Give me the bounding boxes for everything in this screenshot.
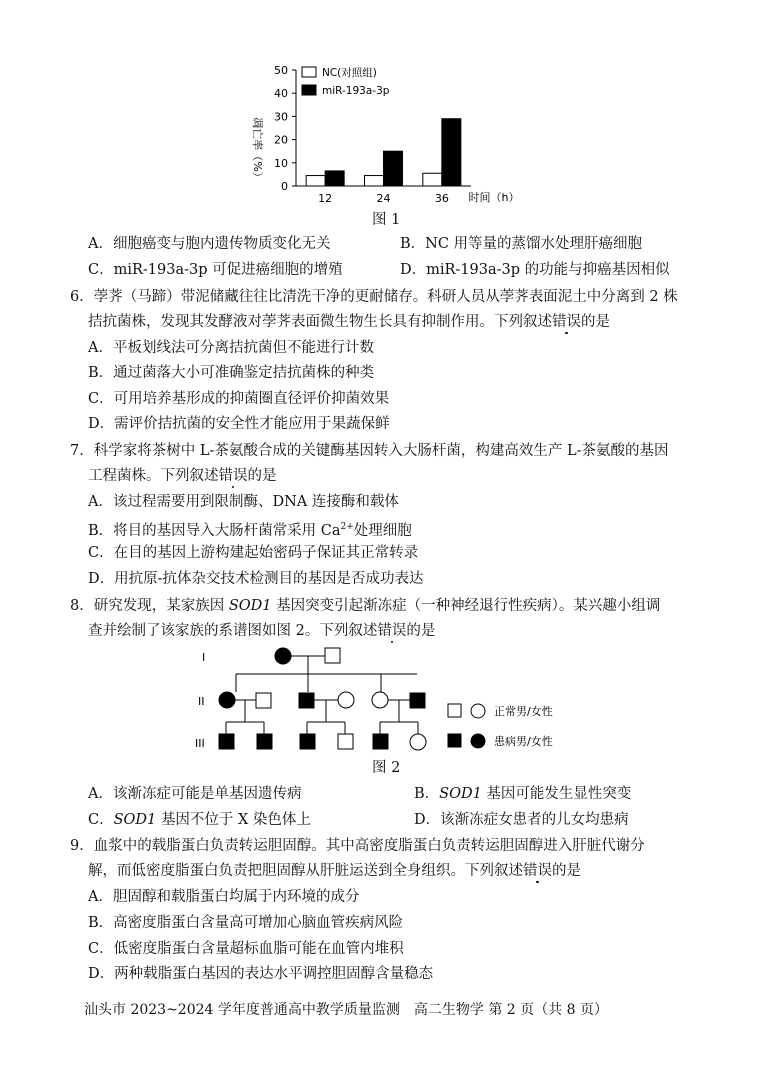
pedigree-III-1-affected-male <box>219 734 234 749</box>
q6-stem-line1: 6．荸荠（马蹄）带泥储藏往往比清洗干净的更耐储存。科研人员从荸荠表面泥土中分离到 2 株 <box>70 289 678 305</box>
q7-option-b: B．将目的基因导入大肠杆菌常采用 $Ca^{2+}$处理细胞 <box>88 522 412 539</box>
q9-option-b: B．高密度脂蛋白含量高可增加心脑血管疾病风险 <box>88 915 404 931</box>
q9-emphasis: 错误 <box>523 863 552 879</box>
pedigree-II-4-normal-female <box>338 692 354 708</box>
pedigree-III-2-affected-male <box>257 734 272 749</box>
pedigree-II-2-normal-male <box>256 693 271 708</box>
page-footer: 汕头市 2023~2024 学年度普通高中教学质量监测 高二生物学 第 2 页（共 8 页） <box>84 1002 608 1018</box>
pedigree-III-4-normal-male <box>338 734 353 749</box>
y-tick-label: 0 <box>281 180 288 193</box>
legend-affected-label: 患病男/女性 <box>494 735 553 748</box>
pedigree-III-5-affected-male <box>373 734 388 749</box>
legend-normal-female-symbol <box>471 704 485 718</box>
q8-stem-line2: 查并绘制了该家族的系谱图如图 2。下列叙述错误的是 <box>88 623 436 639</box>
legend-affected-female-symbol <box>471 734 485 748</box>
generation-label-III: III <box>195 737 205 750</box>
q8-option-c: C．SOD1 基因不位于 X 染色体上 <box>88 812 311 828</box>
q6-option-b: B．通过菌落大小可准确鉴定拮抗菌株的种类 <box>88 365 375 381</box>
bar-mir-24h <box>384 151 403 186</box>
pedigree-II-1-affected-female <box>219 692 235 708</box>
legend-normal-male-symbol <box>448 704 461 717</box>
figure1-chart <box>240 58 540 208</box>
y-tick-label: 20 <box>274 133 288 147</box>
x-tick-label: 12 <box>318 192 333 205</box>
legend-swatch-nc <box>302 67 316 77</box>
legend-label-mir: miR-193a-3p <box>322 85 390 97</box>
x-tick-label: 24 <box>376 192 391 205</box>
q7-stem-line1: 7．科学家将茶树中 L-茶氨酸合成的关键酶基因转入大肠杆菌，构建高效生产 L-茶氨酸的基因 <box>70 443 669 459</box>
q9-stem-line2: 解，而低密度脂蛋白负责把胆固醇从肝脏运送到全身组织。下列叙述错误的是 <box>88 863 581 879</box>
bar-nc-12h <box>306 176 325 186</box>
q8-gene-name: SOD1 <box>228 598 272 614</box>
figure1-x-axis-label: 时间（h） <box>468 191 520 204</box>
y-tick-label: 10 <box>274 156 288 170</box>
legend-label-nc: NC(对照组) <box>322 67 377 79</box>
figure2-caption: 图 2 <box>372 760 401 776</box>
q8-option-a: A．该渐冻症可能是单基因遗传病 <box>88 786 302 802</box>
q7-stem-tail: 的是 <box>247 468 277 484</box>
legend-normal-label: 正常男/女性 <box>494 705 553 718</box>
q6-stem-text: 拮抗菌株，发现其发酵液对荸荠表面微生物生长具有抑制作用。下列叙述 <box>88 314 552 330</box>
q6-stem-line2 <box>88 312 610 332</box>
q6-option-a: A．平板划线法可分离拮抗菌但不能进行计数 <box>88 340 374 356</box>
q9-option-a: A．胆固醇和载脂蛋白均属于内环境的成分 <box>88 889 360 905</box>
q7-superscript: 2+ <box>340 522 354 532</box>
q9-stem-line1: 9．血浆中的载脂蛋白负责转运胆固醇。其中高密度脂蛋白负责转运胆固醇进入肝脏代谢分 <box>70 838 645 854</box>
pedigree-I-1-affected-female <box>275 648 291 664</box>
q7-option-d: D．用抗原-抗体杂交技术检测目的基因是否成功表达 <box>88 571 424 587</box>
q5-option-c: C．miR-193a-3p 可促进癌细胞的增殖 <box>88 262 343 278</box>
q6-emphasis: 错误 <box>552 314 581 330</box>
pedigree-III-6-normal-female <box>410 734 426 750</box>
q8-emphasis: 错误 <box>377 623 407 639</box>
bar-mir-12h <box>325 171 344 186</box>
q7-stem-line2 <box>88 466 277 486</box>
generation-label-II: II <box>198 695 205 708</box>
q5-option-a: A．细胞癌变与胞内遗传物质变化无关 <box>88 236 331 252</box>
q6-option-d: D．需评价拮抗菌的安全性才能应用于果蔬保鲜 <box>88 416 390 432</box>
q7-option-a: A．该过程需要用到限制酶、DNA 连接酶和载体 <box>88 494 399 510</box>
pedigree-II-6-affected-male <box>410 693 425 708</box>
pedigree-II-5-normal-female <box>372 692 388 708</box>
legend-swatch-mir <box>302 85 316 95</box>
q5-option-d: D．miR-193a-3p 的功能与抑癌基因相似 <box>400 262 670 278</box>
bar-mir-36h <box>442 119 461 186</box>
q7-option-c: C．在目的基因上游构建起始密码子保证其正常转录 <box>88 545 419 561</box>
q6-stem-tail: 的是 <box>581 314 610 330</box>
pedigree-I-2-normal-male <box>325 648 340 663</box>
legend-affected-male-symbol <box>448 734 461 747</box>
q7-stem-text: 工程菌株。下列叙述 <box>88 468 219 484</box>
q9-option-d: D．两种载脂蛋白基因的表达水平调控胆固醇含量稳态 <box>88 966 434 982</box>
figure1-caption: 图 1 <box>372 212 401 228</box>
pedigree-II-3-affected-male <box>299 693 314 708</box>
bar-nc-36h <box>423 173 442 186</box>
bar-nc-24h <box>365 176 384 186</box>
y-tick-label: 40 <box>274 87 288 101</box>
pedigree-III-3-affected-male <box>300 734 315 749</box>
figure2-pedigree <box>190 642 610 757</box>
generation-label-I: I <box>202 651 206 664</box>
x-tick-label: 36 <box>434 192 449 205</box>
q7-emphasis: 错误 <box>218 468 248 484</box>
y-tick-label: 30 <box>274 110 288 124</box>
q9-option-c: C．低密度脂蛋白含量超标血脂可能在血管内堆积 <box>88 941 404 957</box>
q8-option-d: D．该渐冻症女患者的儿女均患病 <box>414 812 629 828</box>
q8-option-b: B．SOD1 基因可能发生显性突变 <box>414 786 632 802</box>
q6-option-c: C．可用培养基形成的抑菌圈直径评价抑菌效果 <box>88 391 390 407</box>
y-tick-label: 50 <box>274 64 288 77</box>
figure1-y-axis-label: 凋亡率（%） <box>251 117 264 183</box>
q8-stem-line1: 8．研究发现，某家族因 SOD1 基因突变引起渐冻症（一种神经退行性疾病）。某兴趣小组调 <box>70 598 661 614</box>
q5-option-b: B．NC 用等量的蒸馏水处理肝癌细胞 <box>400 236 643 252</box>
